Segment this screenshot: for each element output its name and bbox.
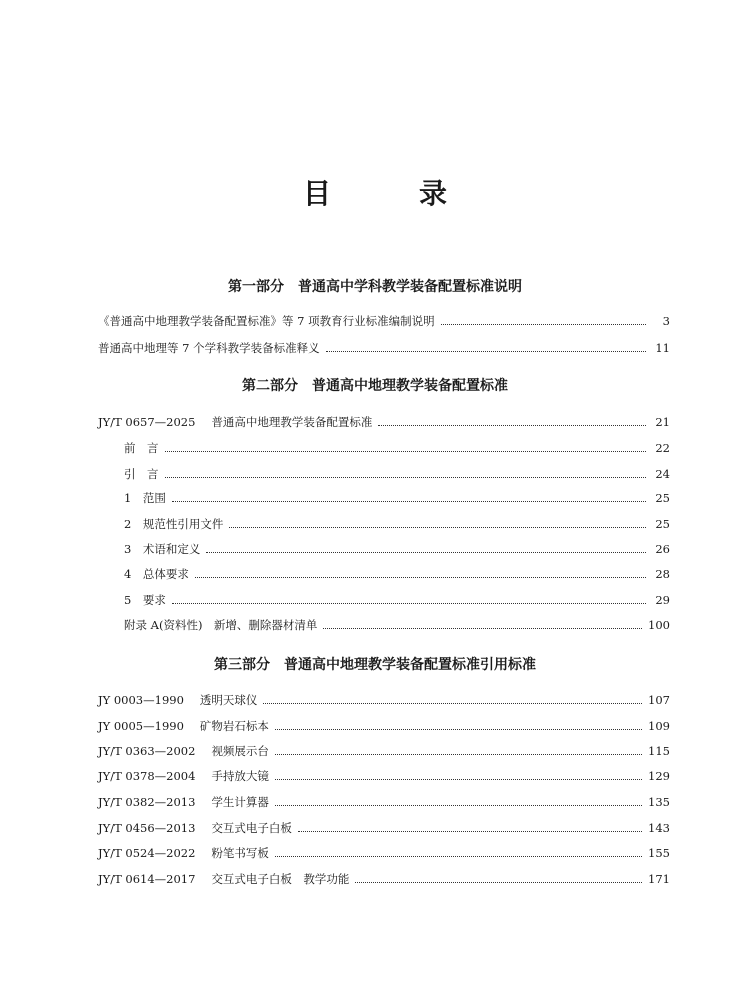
dot-leader	[172, 593, 646, 604]
toc-entry[interactable]	[98, 820, 670, 836]
standard-code: JY/T 0382—2013	[98, 795, 196, 809]
page-number: 21	[655, 415, 670, 429]
entry-title: 1 范围	[124, 491, 166, 505]
entry-title: 学生计算器	[211, 795, 269, 809]
page-number: 100	[648, 618, 670, 632]
toc-entry[interactable]	[124, 566, 670, 582]
toc-entry[interactable]	[98, 871, 670, 887]
dot-leader	[229, 517, 646, 528]
entry-title: 《普通高中地理教学装备配置标准》等 7 项教育行业标准编制说明	[98, 314, 435, 328]
dot-leader	[263, 693, 642, 704]
page-number: 3	[662, 314, 670, 328]
toc-entry[interactable]	[124, 440, 670, 456]
page-number: 25	[655, 491, 670, 505]
entry-title: 手持放大镜	[211, 769, 269, 783]
entry-title: 前 言	[124, 441, 159, 455]
entry-title: 交互式电子白板	[211, 821, 292, 835]
entry-title: 透明天球仪	[199, 693, 258, 707]
toc-entry[interactable]	[124, 466, 670, 482]
dot-leader	[355, 872, 642, 883]
dot-leader	[165, 467, 647, 478]
page-number: 171	[648, 872, 670, 886]
entry-title: 普通高中地理等 7 个学科教学装备标准释义	[98, 341, 320, 355]
entry-title: 矿物岩石标本	[199, 719, 269, 733]
toc-entry[interactable]	[98, 768, 670, 784]
toc-entry[interactable]	[98, 692, 670, 708]
toc-entry[interactable]	[124, 541, 670, 557]
entry-title: 引 言	[124, 467, 159, 481]
toc-entry[interactable]	[124, 516, 670, 532]
dot-leader	[298, 821, 642, 832]
entry-title: 普通高中地理教学装备配置标准	[211, 415, 373, 429]
toc-entry[interactable]	[98, 718, 670, 734]
entry-title: 4 总体要求	[124, 567, 189, 581]
standard-code: JY 0005—1990	[98, 719, 184, 733]
dot-leader	[206, 542, 646, 553]
toc-entry[interactable]	[98, 794, 670, 810]
standard-code: JY/T 0614—2017	[98, 872, 196, 886]
entry-title: 粉笔书写板	[211, 846, 269, 860]
entry-title: 视频展示台	[211, 744, 269, 758]
standard-code: JY/T 0524—2022	[98, 846, 196, 860]
page-number: 129	[648, 769, 670, 783]
page-number: 107	[648, 693, 670, 707]
page-number: 115	[648, 744, 670, 758]
entry-title: 5 要求	[124, 593, 166, 607]
page-number: 25	[655, 517, 670, 531]
page-number: 143	[648, 821, 670, 835]
standard-code: JY/T 0456—2013	[98, 821, 196, 835]
dot-leader	[323, 618, 642, 629]
page-number: 109	[648, 719, 670, 733]
dot-leader	[441, 314, 646, 325]
page-number: 29	[655, 593, 670, 607]
toc-entry[interactable]	[124, 490, 670, 506]
toc-entry[interactable]	[98, 845, 670, 861]
dot-leader	[326, 341, 646, 352]
page-number: 135	[648, 795, 670, 809]
standard-code: JY/T 0378—2004	[98, 769, 196, 783]
standard-code: JY/T 0363—2002	[98, 744, 196, 758]
part-heading: 第二部分 普通高中地理教学装备配置标准	[242, 378, 508, 394]
dot-leader	[378, 415, 646, 426]
part-heading: 第一部分 普通高中学科教学装备配置标准说明	[228, 279, 522, 295]
toc-entry[interactable]	[98, 313, 670, 329]
dot-leader	[165, 441, 647, 452]
toc-entry[interactable]	[124, 617, 670, 633]
entry-title: 2 规范性引用文件	[124, 517, 224, 531]
toc-entry[interactable]	[98, 340, 670, 356]
toc-entry[interactable]	[124, 592, 670, 608]
entry-title: 附录 A(资料性) 新增、删除器材清单	[124, 618, 318, 632]
page-number: 22	[655, 441, 670, 455]
page-number: 11	[655, 341, 670, 355]
entry-title: 交互式电子白板 教学功能	[211, 872, 350, 886]
standard-code: JY 0003—1990	[98, 693, 184, 707]
page-number: 155	[648, 846, 670, 860]
page-number: 28	[655, 567, 670, 581]
toc-entry[interactable]	[98, 743, 670, 759]
page-number: 26	[655, 542, 670, 556]
entry-title: 3 术语和定义	[124, 542, 201, 556]
toc-entry[interactable]	[98, 414, 670, 430]
dot-leader	[195, 567, 646, 578]
dot-leader	[275, 744, 642, 755]
part-heading: 第三部分 普通高中地理教学装备配置标准引用标准	[214, 657, 536, 673]
dot-leader	[172, 491, 646, 502]
page-title: 目 录	[302, 177, 477, 210]
dot-leader	[275, 795, 642, 806]
dot-leader	[275, 846, 642, 857]
page-number: 24	[655, 467, 670, 481]
standard-code: JY/T 0657—2025	[98, 415, 196, 429]
dot-leader	[275, 719, 642, 730]
dot-leader	[275, 769, 642, 780]
